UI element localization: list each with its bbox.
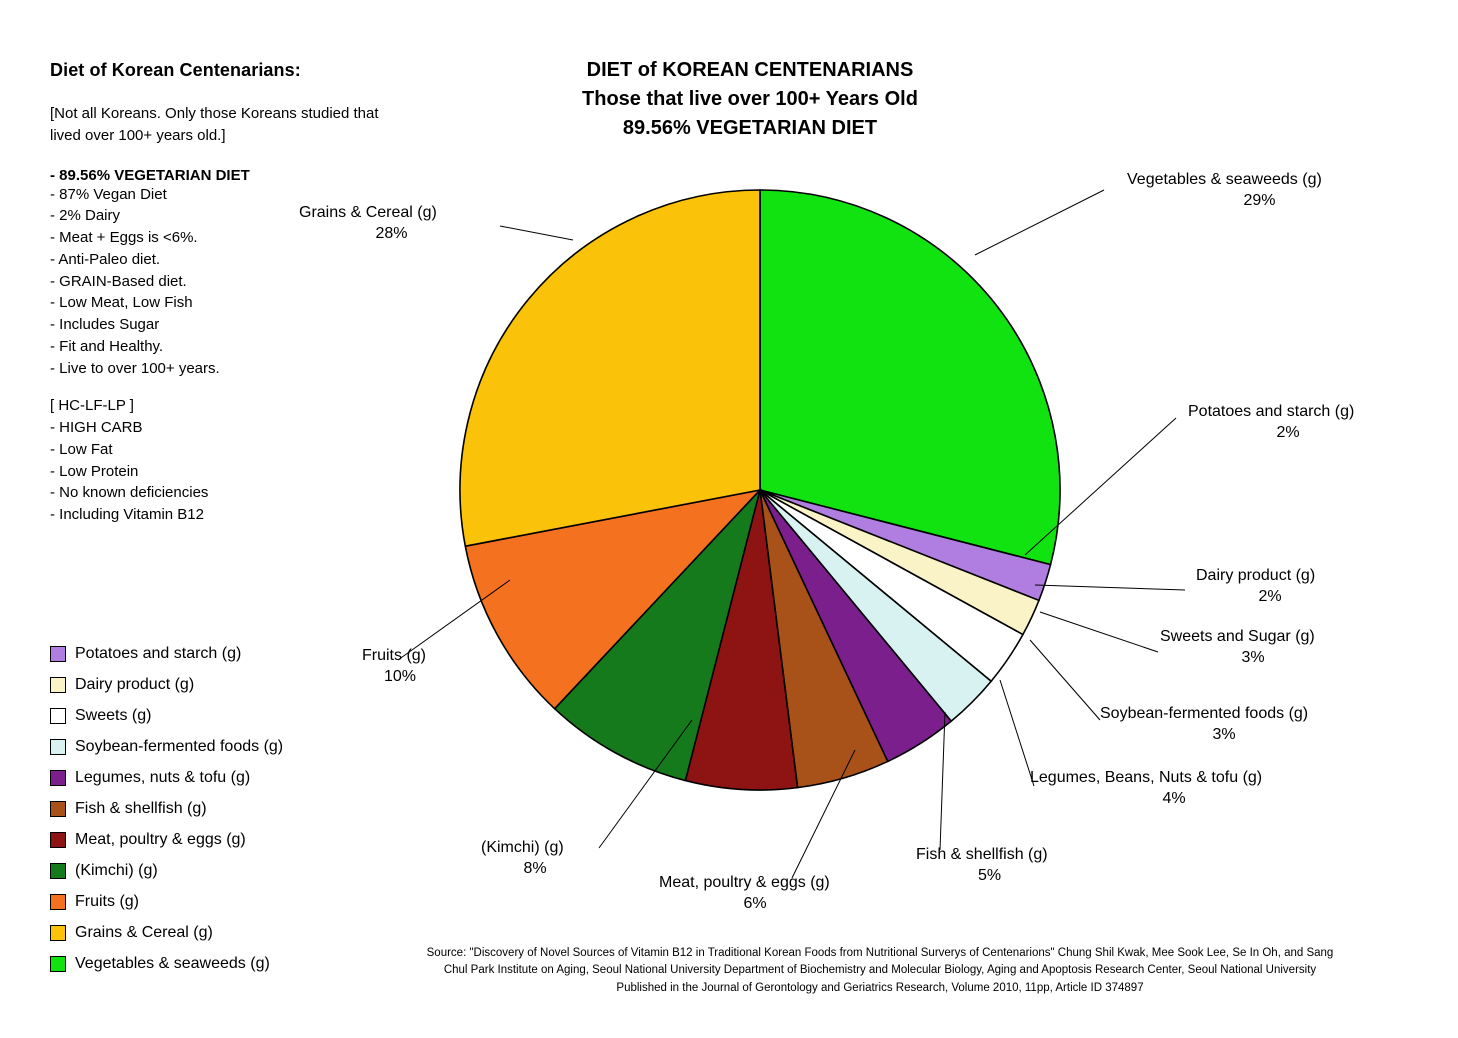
bullet-item: - HIGH CARB — [50, 419, 143, 436]
legend-item — [50, 793, 380, 824]
legend-item-label: Potatoes and starch (g) — [75, 644, 242, 662]
slice-label-pct: 4% — [1162, 789, 1186, 807]
source-line: Chul Park Institute on Aging, Seoul National University Department of Biochemistry and Molecular Biology, Aging and Apoptosis Research Center, Seoul National University — [443, 964, 1317, 977]
slice-leader-line — [940, 712, 945, 850]
legend-swatch-icon — [50, 708, 66, 724]
slice-label-soybean — [1100, 704, 1400, 746]
legend-swatch-icon — [50, 801, 66, 817]
slice-leader-line — [1000, 680, 1034, 786]
chart-title-line: DIET of KOREAN CENTENARIANS — [586, 59, 914, 81]
slice-label-potatoes — [1188, 402, 1458, 444]
slice-label-fish — [916, 845, 1136, 887]
bullet-item: [ HC-LF-LP ] — [50, 397, 134, 415]
slice-leader-line — [1040, 612, 1158, 652]
slice-label-meat — [659, 873, 889, 915]
source-citation — [370, 945, 1390, 997]
source-line: Published in the Journal of Gerontology and Geriatrics Research, Volume 2010, 11pp, Article ID 374897 — [616, 981, 1144, 994]
slice-label-grains — [299, 203, 499, 245]
chart-title-line: 89.56% VEGETARIAN DIET — [622, 117, 878, 139]
chart-legend — [50, 638, 380, 979]
vegetarian-diet-heading: - 89.56% VEGETARIAN DIET — [50, 166, 250, 184]
legend-swatch-icon — [50, 739, 66, 755]
legend-item — [50, 824, 380, 855]
legend-item — [50, 762, 380, 793]
slice-label-pct: 2% — [1258, 587, 1282, 605]
legend-item-label: Soybean-fermented foods (g) — [75, 737, 284, 755]
bullet-item: - Meat + Eggs is <6%. — [50, 229, 198, 246]
bullet-item: - No known deficiencies — [50, 484, 209, 502]
pie-chart-svg — [440, 160, 1090, 820]
left-panel-note: [Not all Koreans. Only those Koreans studied that lived over 100+ years old.] — [50, 105, 379, 144]
slice-label-fruits — [362, 646, 492, 688]
slice-label-name: Grains & Cereal (g) — [299, 204, 437, 221]
bullet-item: - 87% Vegan Diet — [50, 185, 167, 203]
slice-label-pct: 10% — [383, 667, 417, 685]
slice-label-sweets — [1160, 627, 1430, 669]
legend-item — [50, 731, 380, 762]
slice-label-name: Vegetables & seaweeds (g) — [1127, 171, 1322, 188]
legend-swatch-icon — [50, 677, 66, 693]
legend-item-label: Legumes, nuts & tofu (g) — [75, 768, 251, 786]
slice-label-name: Fruits (g) — [362, 647, 426, 664]
legend-item-label: Sweets (g) — [75, 706, 152, 724]
bullet-item: - GRAIN-Based diet. — [50, 272, 187, 290]
slice-label-pct: 28% — [375, 224, 408, 242]
legend-item-label: Fruits (g) — [75, 892, 139, 910]
slice-label-vegetables — [1127, 170, 1427, 212]
slice-label-name: Fish & shellfish (g) — [916, 846, 1048, 863]
slice-label-pct: 5% — [977, 866, 1002, 884]
bullet-item: - Live to over 100+ years. — [50, 359, 220, 377]
legend-item-label: Grains & Cereal (g) — [75, 923, 213, 941]
legend-swatch-icon — [50, 770, 66, 786]
legend-item-label: (Kimchi) (g) — [75, 861, 158, 879]
slice-leader-line — [975, 190, 1104, 255]
slice-label-pct: 3% — [1241, 648, 1265, 666]
slice-label-name: Potatoes and starch (g) — [1188, 403, 1355, 420]
legend-item — [50, 638, 380, 669]
left-panel-title: Diet of Korean Centenarians: — [50, 60, 301, 80]
chart-title — [450, 56, 1050, 143]
slice-label-kimchi — [481, 838, 641, 880]
slice-leader-line — [1030, 640, 1100, 720]
slice-label-name: Legumes, Beans, Nuts & tofu (g) — [1030, 769, 1263, 786]
bullet-item: - Low Fat — [50, 440, 113, 458]
legend-item — [50, 700, 380, 731]
slice-label-name: Meat, poultry & eggs (g) — [659, 874, 830, 891]
slice-label-name: Sweets and Sugar (g) — [1160, 628, 1315, 645]
left-info-panel — [50, 60, 380, 526]
legend-item-label: Dairy product (g) — [75, 675, 195, 693]
legend-item — [50, 917, 380, 948]
source-line: Source: "Discovery of Novel Sources of Vitamin B12 in Traditional Korean Foods from Nutritional Surverys of Centenarions" Chung Shil Kwak, Mee Sook Lee, Se In Oh, and Sang — [426, 947, 1334, 959]
legend-swatch-icon — [50, 956, 66, 972]
legend-item-label: Fish & shellfish (g) — [75, 799, 207, 817]
legend-swatch-icon — [50, 894, 66, 910]
slice-label-name: Dairy product (g) — [1196, 567, 1316, 584]
pie-chart — [440, 160, 1090, 820]
legend-swatch-icon — [50, 832, 66, 848]
legend-item-label: Meat, poultry & eggs (g) — [75, 830, 246, 848]
legend-item — [50, 669, 380, 700]
bullet-item: - Includes Sugar — [50, 316, 160, 333]
legend-item — [50, 948, 380, 979]
slice-label-pct: 3% — [1212, 725, 1236, 743]
bullet-item: - Anti-Paleo diet. — [50, 250, 161, 268]
chart-title-line: Those that live over 100+ Years Old — [582, 88, 918, 110]
slice-label-name: Soybean-fermented foods (g) — [1100, 705, 1309, 722]
slice-leader-line — [500, 226, 573, 240]
slice-label-pct: 8% — [523, 859, 547, 877]
bullet-item: - Low Meat, Low Fish — [50, 294, 193, 312]
slice-label-dairy — [1196, 566, 1446, 608]
legend-swatch-icon — [50, 646, 66, 662]
legend-item-label: Vegetables & seaweeds (g) — [75, 954, 270, 972]
slice-leader-line — [1035, 585, 1185, 590]
slice-label-name: (Kimchi) (g) — [481, 839, 564, 856]
legend-swatch-icon — [50, 863, 66, 879]
bullet-item: - 2% Dairy — [50, 207, 121, 225]
slice-label-pct: 2% — [1276, 423, 1300, 441]
slice-label-legumes — [1030, 768, 1340, 810]
bullet-item: - Low Protein — [50, 462, 139, 480]
bullet-item: - Fit and Healthy. — [50, 337, 164, 355]
bullet-item: - Including Vitamin B12 — [50, 506, 204, 523]
legend-item — [50, 886, 380, 917]
slice-label-pct: 6% — [743, 894, 767, 912]
pie-slice — [460, 190, 760, 546]
legend-swatch-icon — [50, 925, 66, 941]
slice-label-pct: 29% — [1243, 191, 1276, 209]
legend-item — [50, 855, 380, 886]
